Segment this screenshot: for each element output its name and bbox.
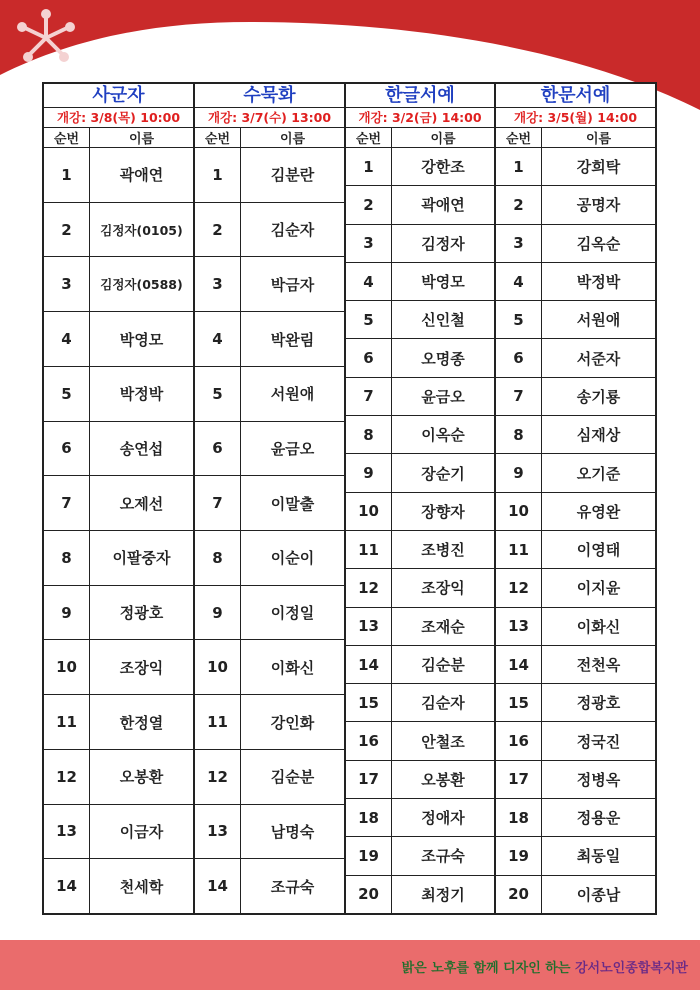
row-number: 14 xyxy=(496,646,542,683)
row-name: 이종남 xyxy=(576,885,621,904)
header-name: 이름 xyxy=(279,132,306,147)
table-row xyxy=(44,257,193,312)
table-row xyxy=(346,761,494,799)
row-name: 유영완 xyxy=(576,502,621,521)
row-number: 13 xyxy=(195,805,241,859)
row-number: 4 xyxy=(195,312,241,366)
table-row xyxy=(195,203,344,258)
row-name: 이영태 xyxy=(576,541,621,560)
course-title: 수묵화 xyxy=(243,85,296,106)
row-number: 4 xyxy=(346,263,392,300)
table-row xyxy=(496,454,655,492)
course-start-time: 개강: 3/2(금) 14:00 xyxy=(346,107,494,128)
row-name: 서원애 xyxy=(576,311,621,330)
header-num: 순번 xyxy=(346,128,392,147)
row-number: 11 xyxy=(44,695,90,749)
row-number: 7 xyxy=(496,378,542,415)
row-name: 이지윤 xyxy=(576,579,621,598)
table-row xyxy=(44,148,193,203)
row-number: 9 xyxy=(346,454,392,491)
row-number: 8 xyxy=(44,531,90,585)
row-number: 15 xyxy=(496,684,542,721)
roster-rows xyxy=(44,148,193,913)
course-table-2 xyxy=(193,82,346,915)
row-name: 오봉환 xyxy=(119,768,164,787)
table-row xyxy=(44,422,193,477)
row-name: 김정자 xyxy=(421,234,465,253)
row-name: 김순분 xyxy=(270,768,315,787)
row-name: 김정자(0588) xyxy=(100,277,183,293)
row-name: 이말출 xyxy=(270,494,315,513)
row-number: 17 xyxy=(346,761,392,798)
table-row xyxy=(496,837,655,875)
table-row xyxy=(195,476,344,531)
course-title: 사군자 xyxy=(92,85,145,106)
table-row xyxy=(346,454,494,492)
row-name: 정국진 xyxy=(576,732,621,751)
table-row xyxy=(44,640,193,695)
table-row xyxy=(496,301,655,339)
header-name: 이름 xyxy=(430,132,456,147)
row-number: 14 xyxy=(195,859,241,913)
row-number: 17 xyxy=(496,761,542,798)
table-row xyxy=(346,339,494,377)
table-row xyxy=(496,799,655,837)
table-row xyxy=(346,301,494,339)
row-name: 강희탁 xyxy=(576,158,621,177)
row-name: 박정박 xyxy=(576,273,621,292)
table-row xyxy=(346,684,494,722)
row-name: 천세학 xyxy=(119,877,164,896)
row-number: 5 xyxy=(44,367,90,421)
row-name: 오명종 xyxy=(421,349,465,368)
row-name: 장순기 xyxy=(421,464,465,483)
course-table-3 xyxy=(344,82,496,915)
row-name: 이정일 xyxy=(270,604,315,623)
table-row xyxy=(195,531,344,586)
row-number: 20 xyxy=(496,876,542,913)
table-row xyxy=(44,586,193,641)
table-row xyxy=(496,722,655,760)
table-row xyxy=(44,750,193,805)
row-number: 9 xyxy=(195,586,241,640)
row-name: 공명자 xyxy=(576,196,621,215)
row-name: 조장익 xyxy=(421,579,465,598)
row-name: 오제선 xyxy=(119,494,164,513)
row-name: 박완림 xyxy=(270,330,315,349)
table-row xyxy=(496,263,655,301)
table-row xyxy=(195,586,344,641)
row-number: 4 xyxy=(496,263,542,300)
row-name: 이순이 xyxy=(270,549,315,568)
table-row xyxy=(496,416,655,454)
row-number: 10 xyxy=(496,493,542,530)
table-row xyxy=(195,312,344,367)
row-number: 1 xyxy=(496,148,542,185)
table-row xyxy=(496,378,655,416)
row-number: 2 xyxy=(346,186,392,223)
table-row xyxy=(346,837,494,875)
table-row xyxy=(496,569,655,607)
row-number: 18 xyxy=(346,799,392,836)
row-name: 최정기 xyxy=(421,885,465,904)
row-number: 6 xyxy=(496,339,542,376)
row-name: 이옥순 xyxy=(421,426,465,445)
course-start-time: 개강: 3/7(수) 13:00 xyxy=(195,107,344,128)
table-row xyxy=(496,339,655,377)
table-row xyxy=(44,367,193,422)
table-row xyxy=(496,608,655,646)
row-number: 9 xyxy=(496,454,542,491)
table-row xyxy=(195,859,344,913)
table-row xyxy=(346,186,494,224)
row-number: 3 xyxy=(195,257,241,311)
row-number: 12 xyxy=(44,750,90,804)
row-name: 이화신 xyxy=(270,658,315,677)
flower-logo-icon xyxy=(10,6,82,66)
table-row xyxy=(346,608,494,646)
row-number: 6 xyxy=(44,422,90,476)
column-header xyxy=(346,128,494,148)
row-name: 정애자 xyxy=(421,809,465,828)
row-name: 조규숙 xyxy=(270,877,315,896)
table-row xyxy=(346,225,494,263)
table-row xyxy=(496,876,655,913)
row-number: 3 xyxy=(44,257,90,311)
row-number: 13 xyxy=(346,608,392,645)
table-row xyxy=(496,531,655,569)
table-row xyxy=(195,257,344,312)
row-name: 신인철 xyxy=(421,311,465,330)
row-number: 7 xyxy=(44,476,90,530)
row-number: 9 xyxy=(44,586,90,640)
row-name: 이금자 xyxy=(119,822,164,841)
table-row xyxy=(44,476,193,531)
row-number: 19 xyxy=(346,837,392,874)
row-name: 이팔중자 xyxy=(112,549,171,568)
header-num: 순번 xyxy=(44,128,90,147)
row-name: 정광호 xyxy=(576,694,621,713)
row-number: 5 xyxy=(195,367,241,421)
header-name: 이름 xyxy=(585,132,612,147)
row-name: 박정박 xyxy=(119,385,164,404)
row-number: 5 xyxy=(346,301,392,338)
table-row xyxy=(496,148,655,186)
row-name: 오기준 xyxy=(576,464,621,483)
row-name: 조병진 xyxy=(421,541,465,560)
row-number: 7 xyxy=(346,378,392,415)
table-row xyxy=(44,203,193,258)
row-name: 최동일 xyxy=(576,847,621,866)
table-row xyxy=(195,750,344,805)
roster-rows xyxy=(346,148,494,913)
table-row xyxy=(195,422,344,477)
row-name: 윤금오 xyxy=(421,387,465,406)
column-header xyxy=(44,128,193,148)
footer-bar xyxy=(0,940,700,990)
row-name: 조규숙 xyxy=(421,847,465,866)
table-row xyxy=(346,148,494,186)
row-name: 오봉환 xyxy=(421,770,465,789)
row-name: 김순분 xyxy=(421,656,465,674)
table-row xyxy=(496,225,655,263)
table-row xyxy=(346,722,494,760)
row-name: 윤금오 xyxy=(270,439,315,458)
row-number: 7 xyxy=(195,476,241,530)
row-name: 김순자 xyxy=(421,694,465,713)
row-number: 15 xyxy=(346,684,392,721)
table-row xyxy=(44,805,193,860)
row-name: 조재순 xyxy=(421,617,465,636)
row-name: 서원애 xyxy=(270,385,315,404)
table-row xyxy=(496,761,655,799)
row-name: 조장익 xyxy=(119,658,164,677)
row-name: 정병옥 xyxy=(576,770,621,789)
row-number: 11 xyxy=(496,531,542,568)
row-name: 서준자 xyxy=(576,349,621,368)
table-row xyxy=(195,640,344,695)
row-name: 김정자(0105) xyxy=(100,222,183,238)
footer-text xyxy=(402,957,688,976)
row-number: 2 xyxy=(44,203,90,257)
table-row xyxy=(346,569,494,607)
table-row xyxy=(496,493,655,531)
row-number: 6 xyxy=(195,422,241,476)
course-title: 한글서예 xyxy=(385,85,455,106)
footer-org: 강서노인종합복지관 xyxy=(574,961,688,976)
row-number: 12 xyxy=(496,569,542,606)
row-number: 2 xyxy=(496,186,542,223)
roster-rows xyxy=(195,148,344,913)
row-number: 10 xyxy=(195,640,241,694)
row-number: 11 xyxy=(195,695,241,749)
column-header xyxy=(195,128,344,148)
table-row xyxy=(346,263,494,301)
table-row xyxy=(195,695,344,750)
row-name: 송연섭 xyxy=(119,439,164,458)
table-row xyxy=(346,646,494,684)
row-number: 1 xyxy=(195,148,241,202)
row-number: 3 xyxy=(346,225,392,262)
footer-slogan: 밝은 노후를 함께 디자인 하는 xyxy=(401,961,571,976)
row-name: 전천옥 xyxy=(576,656,621,674)
row-name: 장향자 xyxy=(421,502,465,521)
row-name: 정용운 xyxy=(576,809,621,828)
row-number: 19 xyxy=(496,837,542,874)
row-name: 한정열 xyxy=(119,713,164,732)
row-number: 14 xyxy=(346,646,392,683)
row-name: 송기룡 xyxy=(576,387,621,406)
table-row xyxy=(44,859,193,913)
roster-tables xyxy=(42,82,657,915)
row-name: 박영모 xyxy=(421,273,465,292)
row-name: 남명숙 xyxy=(270,822,315,841)
row-name: 강인화 xyxy=(270,713,315,732)
roster-rows xyxy=(496,148,655,913)
row-number: 18 xyxy=(496,799,542,836)
row-name: 박영모 xyxy=(119,330,164,349)
row-number: 1 xyxy=(44,148,90,202)
row-name: 정광호 xyxy=(119,604,164,623)
course-start-time: 개강: 3/8(목) 10:00 xyxy=(44,107,193,128)
row-number: 8 xyxy=(195,531,241,585)
course-title: 한문서예 xyxy=(540,85,611,106)
table-row xyxy=(346,876,494,913)
table-row xyxy=(346,799,494,837)
row-name: 김순자 xyxy=(270,221,315,240)
table-row xyxy=(44,312,193,367)
course-table-1 xyxy=(42,82,195,915)
row-name: 강한조 xyxy=(421,158,465,177)
table-row xyxy=(346,493,494,531)
row-number: 10 xyxy=(346,493,392,530)
row-number: 5 xyxy=(496,301,542,338)
header-num: 순번 xyxy=(496,128,542,147)
table-row xyxy=(496,186,655,224)
column-header xyxy=(496,128,655,148)
row-number: 13 xyxy=(44,805,90,859)
row-name: 김옥순 xyxy=(576,234,621,253)
table-row xyxy=(195,148,344,203)
row-number: 13 xyxy=(496,608,542,645)
row-number: 14 xyxy=(44,859,90,913)
table-row xyxy=(44,531,193,586)
header-name: 이름 xyxy=(128,132,155,147)
row-name: 곽애연 xyxy=(119,166,164,185)
row-number: 11 xyxy=(346,531,392,568)
row-number: 1 xyxy=(346,148,392,185)
row-number: 2 xyxy=(195,203,241,257)
header-num: 순번 xyxy=(195,128,241,147)
row-number: 20 xyxy=(346,876,392,913)
row-number: 6 xyxy=(346,339,392,376)
row-number: 8 xyxy=(346,416,392,453)
row-number: 12 xyxy=(346,569,392,606)
row-name: 박금자 xyxy=(270,275,315,294)
row-number: 4 xyxy=(44,312,90,366)
row-number: 16 xyxy=(346,722,392,759)
row-number: 12 xyxy=(195,750,241,804)
row-name: 심재상 xyxy=(576,426,621,445)
table-row xyxy=(496,646,655,684)
table-row xyxy=(346,416,494,454)
row-name: 이화신 xyxy=(576,617,621,636)
row-number: 10 xyxy=(44,640,90,694)
row-name: 안철조 xyxy=(421,732,465,751)
row-number: 16 xyxy=(496,722,542,759)
table-row xyxy=(195,367,344,422)
row-name: 김분란 xyxy=(270,166,315,185)
table-row xyxy=(346,378,494,416)
row-number: 3 xyxy=(496,225,542,262)
table-row xyxy=(496,684,655,722)
table-row xyxy=(195,805,344,860)
course-table-4 xyxy=(494,82,657,915)
table-row xyxy=(346,531,494,569)
table-row xyxy=(44,695,193,750)
row-number: 8 xyxy=(496,416,542,453)
row-name: 곽애연 xyxy=(421,196,465,215)
course-start-time: 개강: 3/5(월) 14:00 xyxy=(496,107,655,128)
